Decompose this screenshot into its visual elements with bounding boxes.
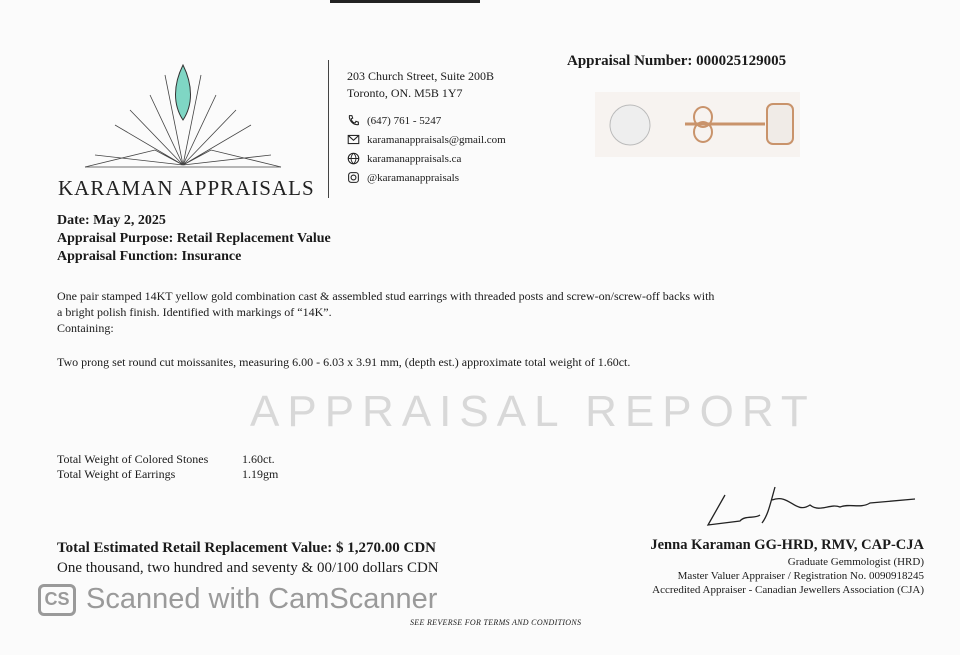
logo-wordmark: KARAMAN APPRAISALS <box>58 176 315 200</box>
total-value-words: One thousand, two hundred and seventy & 00/100 dollars CDN <box>57 560 439 576</box>
address-line-1: 203 Church Street, Suite 200B <box>347 69 494 83</box>
contact-website <box>347 152 461 165</box>
stones-description: Two prong set round cut moissanites, measuring 6.00 - 6.03 x 3.91 mm, (depth est.) approximate total weight of 1.60ct. <box>57 355 631 369</box>
signer-credential-3: Accredited Appraiser - Canadian Jewellers Association (CJA) <box>652 584 924 596</box>
total-value: Total Estimated Retail Replacement Value: $ 1,270.00 CDN <box>57 540 437 556</box>
camscanner-watermark <box>38 583 437 616</box>
signer-credential-1: Graduate Gemmologist (HRD) <box>787 556 924 568</box>
phone-icon <box>347 114 360 127</box>
top-edge <box>330 0 480 3</box>
instagram-text: @karamanappraisals <box>367 171 459 184</box>
logo-emblem <box>55 55 325 175</box>
terms-note: SEE REVERSE FOR TERMS AND CONDITIONS <box>410 618 582 627</box>
stones-weight-value: 1.60ct. <box>242 452 275 466</box>
appraisal-purpose: Appraisal Purpose: Retail Replacement Value <box>57 231 331 246</box>
signer-credential-2: Master Valuer Appraiser / Registration No. 0090918245 <box>677 570 924 582</box>
camscanner-logo-icon: CS <box>38 584 76 616</box>
phone-text: (647) 761 - 5247 <box>367 114 442 127</box>
signer-name: Jenna Karaman GG-HRD, RMV, CAP-CJA <box>650 537 924 553</box>
address-line-2: Toronto, ON. M5B 1Y7 <box>347 86 463 100</box>
description-line-3: Containing: <box>57 321 114 335</box>
website-text: karamanappraisals.ca <box>367 152 462 165</box>
divider <box>328 60 329 198</box>
signature <box>700 485 920 535</box>
watermark: APPRAISAL REPORT <box>250 387 816 436</box>
appraisal-function: Appraisal Function: Insurance <box>57 249 242 264</box>
stones-weight-label: Total Weight of Colored Stones <box>57 452 209 466</box>
email-text: karamanappraisals@gmail.com <box>367 133 506 146</box>
instagram-icon <box>347 171 360 184</box>
contact-email <box>347 133 506 146</box>
description-line-1: One pair stamped 14KT yellow gold combination cast & assembled stud earrings with threaded posts and screw-on/screw-off backs with <box>57 289 715 303</box>
date: Date: May 2, 2025 <box>57 213 166 228</box>
globe-icon <box>347 152 360 165</box>
camscanner-text: Scanned with CamScanner <box>86 583 438 615</box>
contact-instagram <box>347 171 459 184</box>
earring-photo <box>595 92 800 157</box>
contact-phone <box>347 114 441 127</box>
appraisal-number: Appraisal Number: 000025129005 <box>567 53 787 69</box>
mail-icon <box>347 133 360 146</box>
earrings-weight-value: 1.19gm <box>242 467 279 481</box>
description-line-2: a bright polish finish. Identified with markings of “14K”. <box>57 305 332 319</box>
earrings-weight-label: Total Weight of Earrings <box>57 467 176 481</box>
